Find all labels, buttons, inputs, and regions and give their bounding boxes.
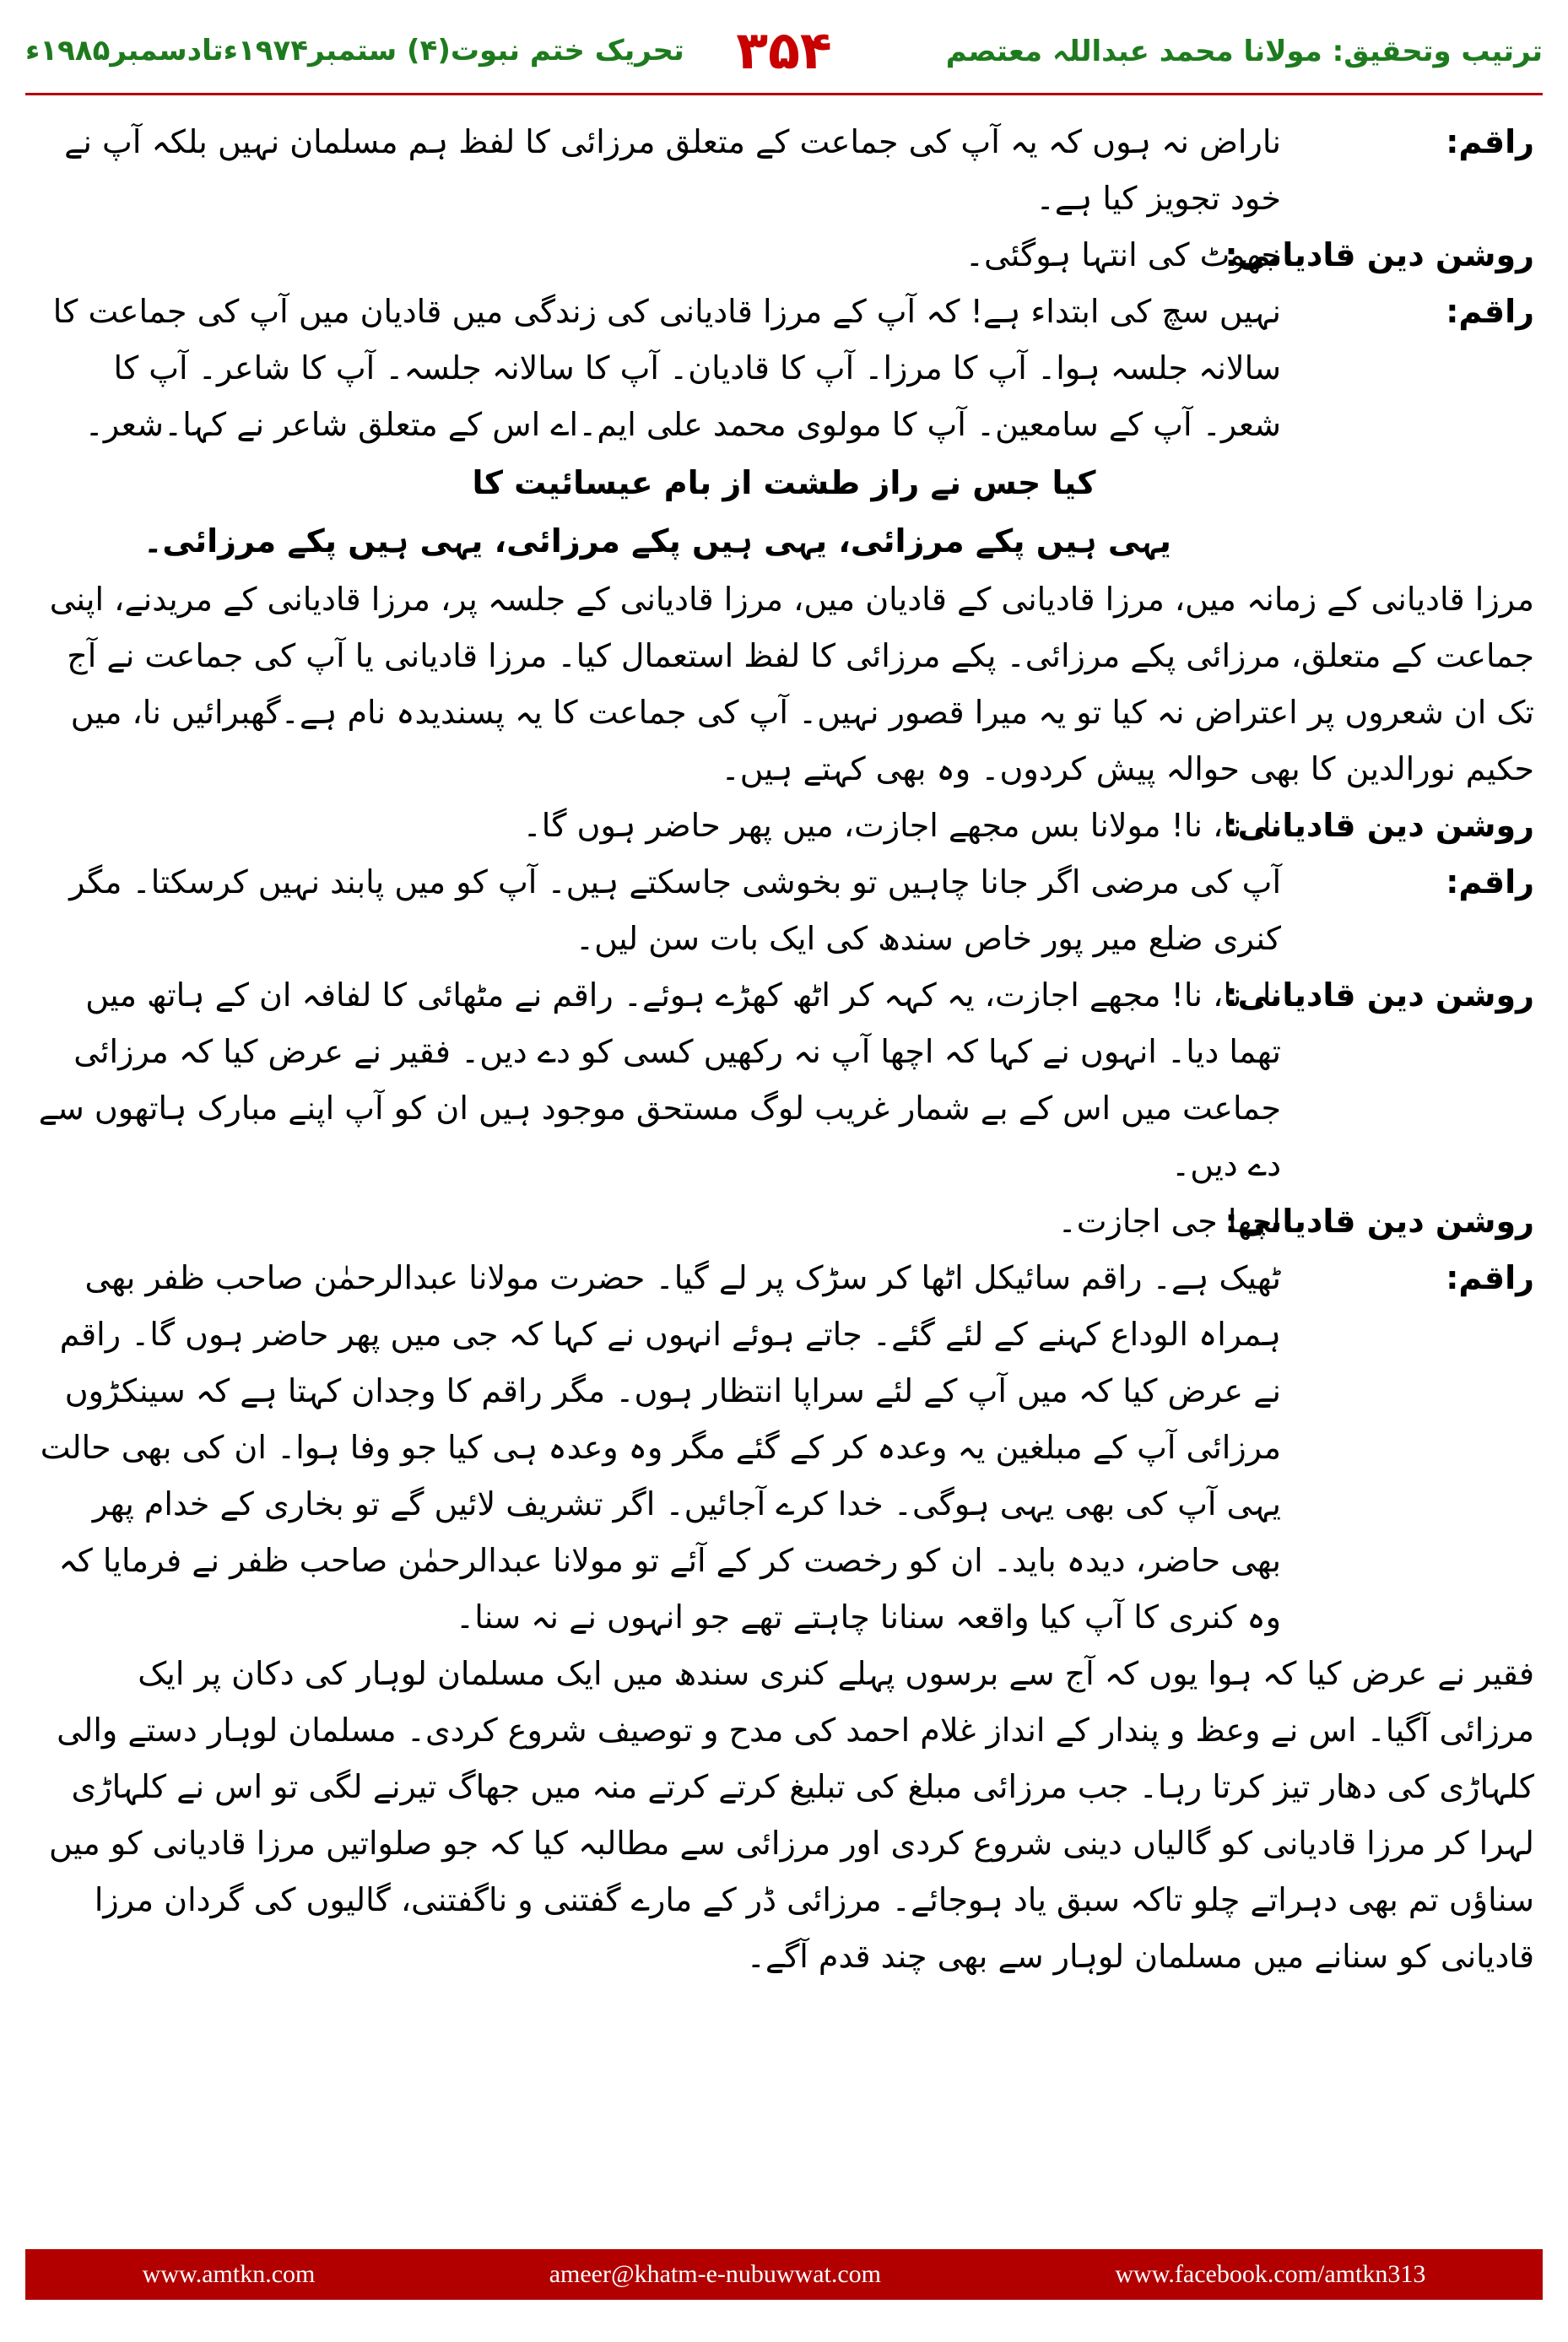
header-compiler: ترتیب وتحقیق: مولانا محمد عبداللہ معتصم bbox=[945, 34, 1543, 68]
dialogue-block bbox=[34, 854, 1534, 967]
speaker-label: روشن دین قادیانی: bbox=[1225, 807, 1534, 844]
dialogue-block bbox=[34, 967, 1534, 1193]
speaker-label: روشن دین قادیانی: bbox=[1225, 1203, 1534, 1240]
page-header bbox=[25, 17, 1543, 84]
poem-verse: کیا جس نے راز طشت از بام عیسائیت کا bbox=[472, 464, 1096, 501]
poem-verse: یہی ہیں پکے مرزائی، یہی ہیں پکے مرزائی، یہی ہیں پکے مرزائی۔ bbox=[143, 522, 1171, 560]
dialogue-text: ناراض نہ ہوں کہ یہ آپ کی جماعت کے متعلق مرزائی کا لفظ ہم مسلمان نہیں بلکہ آپ نے خود تجویز کیا ہے۔ bbox=[64, 123, 1281, 217]
header-book-title: تحریک ختم نبوت(۴) ستمبر۱۹۷۴ءتادسمبر۱۹۸۵ء bbox=[25, 34, 684, 68]
dialogue-block bbox=[34, 1250, 1534, 1646]
page-footer bbox=[25, 2249, 1543, 2300]
speaker-label: روشن دین قادیانی: bbox=[1225, 976, 1534, 1014]
dialogue-block bbox=[34, 1193, 1534, 1250]
dialogue-block bbox=[34, 227, 1534, 284]
speaker-label: راقم: bbox=[1446, 1259, 1534, 1296]
dialogue-text: نا، نا، نا! مولانا بس مجھے اجازت، میں پھر حاضر ہوں گا۔ bbox=[522, 807, 1281, 844]
dialogue-text: نہیں سچ کی ابتداء ہے! کہ آپ کے مرزا قادیانی کی زندگی میں قادیان میں آپ کی جماعت کا سالانہ جلسہ ہوا۔ آپ کا مرزا۔ آپ کا قادیان۔ آپ کا سالانہ جلسہ۔ آپ کا شاعر۔ آپ کا شعر۔ آپ کے سامعین۔ آپ کا مولوی محمد علی ایم۔اے اس کے متعلق شاعر نے کہا۔شعر۔ bbox=[52, 293, 1281, 443]
dialogue-text: اچھا جی اجازت۔ bbox=[1057, 1203, 1281, 1240]
speaker-label: راقم: bbox=[1446, 863, 1534, 901]
header-divider bbox=[25, 93, 1543, 95]
footer-website-link[interactable]: www.amtkn.com bbox=[142, 2260, 316, 2288]
dialogue-text: نا، نا، نا! مجھے اجازت، یہ کہہ کر اٹھ کھڑے ہوئے۔ راقم نے مٹھائی کا لفافہ ان کے ہاتھ میں تھما دیا۔ انہوں نے کہا کہ اچھا آپ نہ رکھیں کسی کو دے دیں۔ فقیر نے عرض کیا کہ مرزائی جماعت میں اس کے بے شمار غریب لوگ مستحق موجود ہیں ان کو آپ اپنے مبارک ہاتھوں سے دے دیں۔ bbox=[38, 976, 1281, 1183]
footer-email-link[interactable]: ameer@khatm-e-nubuwwat.com bbox=[549, 2260, 882, 2288]
speaker-label: راقم: bbox=[1446, 123, 1534, 160]
page-number: ۳۵۴ bbox=[736, 19, 832, 81]
dialogue-block bbox=[34, 114, 1534, 227]
dialogue-text: ٹھیک ہے۔ راقم سائیکل اٹھا کر سڑک پر لے گیا۔ حضرت مولانا عبدالرحمٰن صاحب ظفر بھی ہمراہ الوداع کہنے کے لئے گئے۔ جاتے ہوئے انہوں نے کہا کہ جی میں پھر حاضر ہوں گا۔ راقم نے عرض کیا کہ میں آپ کے لئے سراپا انتظار ہوں۔ مگر راقم کا وجدان کہتا ہے کہ سینکڑوں مرزائی آپ کے مبلغین یہ وعدہ کر کے گئے مگر وہ وعدہ ہی کیا جو وفا ہوا۔ ان کی بھی حالت یہی آپ کی بھی یہی ہوگی۔ خدا کرے آجائیں۔ اگر تشریف لائیں گے تو بخاری کے خدام پھر بھی حاضر، دیدہ باید۔ ان کو رخصت کر کے آئے تو مولانا عبدالرحمٰن صاحب ظفر نے فرمایا کہ وہ کنری کا آپ کیا واقعہ سنانا چاہتے تھے جو انہوں نے نہ سنا۔ bbox=[40, 1259, 1281, 1636]
speaker-label: روشن دین قادیانی: bbox=[1225, 236, 1534, 273]
dialogue-text: جھوٹ کی انتہا ہوگئی۔ bbox=[965, 236, 1281, 273]
paragraph: مرزا قادیانی کے زمانہ میں، مرزا قادیانی کے قادیان میں، مرزا قادیانی کے جلسہ پر، مرزا قادیانی کے مریدنے، اپنی جماعت کے متعلق، مرزائی پکے مرزائی۔ پکے مرزائی کا لفظ استعمال کیا۔ مرزا قادیانی یا آپ کی جماعت نے آج تک ان شعروں پر اعتراض نہ کیا تو یہ میرا قصور نہیں۔ آپ کی جماعت کا یہ پسندیدہ نام ہے۔گھبرائیں نا، میں حکیم نورالدین کا بھی حوالہ پیش کردوں۔ وہ بھی کہتے ہیں۔ bbox=[49, 581, 1534, 787]
dialogue-text: آپ کی مرضی اگر جانا چاہیں تو بخوشی جاسکتے ہیں۔ آپ کو میں پابند نہیں کرسکتا۔ مگر کنری ضلع میر پور خاص سندھ کی ایک بات سن لیں۔ bbox=[69, 863, 1281, 957]
page-body bbox=[34, 114, 1534, 2228]
dialogue-block bbox=[34, 798, 1534, 854]
paragraph: فقیر نے عرض کیا کہ ہوا یوں کہ آج سے برسوں پہلے کنری سندھ میں ایک مسلمان لوہار کی دکان پر ایک مرزائی آگیا۔ اس نے وعظ و پندار کے انداز غلام احمد کی مدح و توصیف شروع کردی۔ مسلمان لوہار دستے والی کلہاڑی کی دھار تیز کرتا رہا۔ جب مرزائی مبلغ کی تبلیغ کرتے کرتے منہ میں جھاگ تیرنے لگی تو اس نے کلہاڑی لہرا کر مرزا قادیانی کو گالیاں دینی شروع کردی اور مرزائی سے مطالبہ کیا کہ جو صلواتیں مرزا قادیانی کو میں سناؤں تم بھی دہراتے چلو تاکہ سبق یاد ہوجائے۔ مرزائی ڈر کے مارے گفتنی و ناگفتنی، گالیوں کی گردان مرزا قادیانی کو سنانے میں مسلمان لوہار سے بھی چند قدم آگے۔ bbox=[48, 1655, 1534, 1975]
speaker-label: راقم: bbox=[1446, 293, 1534, 330]
footer-facebook-link[interactable]: www.facebook.com/amtkn313 bbox=[1115, 2260, 1426, 2288]
dialogue-block bbox=[34, 284, 1534, 453]
